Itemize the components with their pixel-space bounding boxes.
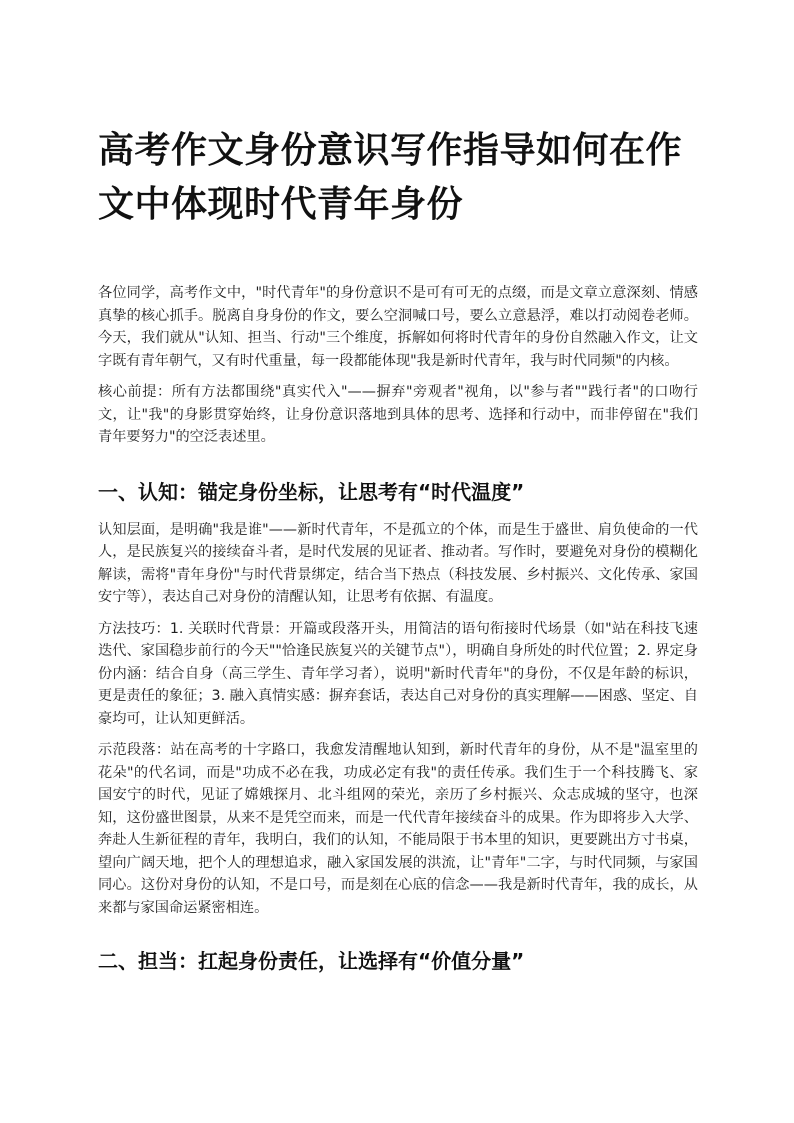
document-title: 高考作文身份意识写作指导如何在作文中体现时代青年身份 <box>98 130 683 225</box>
section-1-paragraph-2: 方法技巧：1. 关联时代背景：开篇或段落开头，用简洁的语句衔接时代场景（如"站在科技飞速迭代、家国稳步前行的今天""恰逢民族复兴的关键节点"），明确自身所处的时代位置；2. 界定身份内涵：结合自身（高三学生、青年学习者），说明"新时代青年"的身份，不仅是年龄的标识，更是责任的象征；3. 融入真情实感：摒弃套话，表达自己对身份的真实理解——困惑、坚定、自豪均可，让认知更鲜活。 <box>98 620 698 727</box>
section-heading-1: 一、认知：锚定身份坐标，让思考有“时代温度” <box>98 479 525 504</box>
intro-paragraph-2: 核心前提：所有方法都围绕"真实代入"——摒弃"旁观者"视角，以"参与者""践行者"的口吻行文，让"我"的身影贯穿始终，让身份意识落地到具体的思考、选择和行动中，而非停留在"我们青年要努力"的空泛表述里。 <box>98 384 698 445</box>
section-1-paragraph-1: 认知层面，是明确"我是谁"——新时代青年，不是孤立的个体，而是生于盛世、肩负使命的一代人，是民族复兴的接续奋斗者，是时代发展的见证者、推动者。写作时，要避免对身份的模糊化解读，需将"青年身份"与时代背景绑定，结合当下热点（科技发展、乡村振兴、文化传承、家国安宁等），表达自己对身份的清醒认知，让思考有依据、有温度。 <box>98 521 698 605</box>
section-1-paragraph-3: 示范段落：站在高考的十字路口，我愈发清醒地认知到，新时代青年的身份，从不是"温室里的花朵"的代名词，而是"功成不必在我，功成必定有我"的责任传承。我们生于一个科技腾飞、家国安宁的时代，见证了嫦娥探月、北斗组网的荣光，亲历了乡村振兴、众志成城的坚守，也深知，这份盛世图景，从来不是凭空而来，而是一代代青年接续奋斗的成果。作为即将步入大学、奔赴人生新征程的青年，我明白，我们的认知，不能局限于书本里的知识，更要跳出方寸书桌，望向广阔天地，把个人的理想追求，融入家国发展的洪流，让"青年"二字，与时代同频，与家国同心。这份对身份的认知，不是口号，而是刻在心底的信念——我是新时代青年，我的成长，从来都与家国命运紧密相连。 <box>98 742 698 916</box>
section-heading-2: 二、担当：扛起身份责任，让选择有“价值分量” <box>98 949 525 973</box>
document-page <box>98 0 698 975</box>
intro-paragraph-1: 各位同学，高考作文中，"时代青年"的身份意识不是可有可无的点缀，而是文章立意深刻、情感真挚的核心抓手。脱离自身身份的作文，要么空洞喊口号，要么立意悬浮，难以打动阅卷老师。今天，我们就从"认知、担当、行动"三个维度，拆解如何将时代青年的身份自然融入作文，让文字既有青年朝气，又有时代重量，每一段都能体现"我是新时代青年，我与时代同频"的内核。 <box>98 285 698 369</box>
